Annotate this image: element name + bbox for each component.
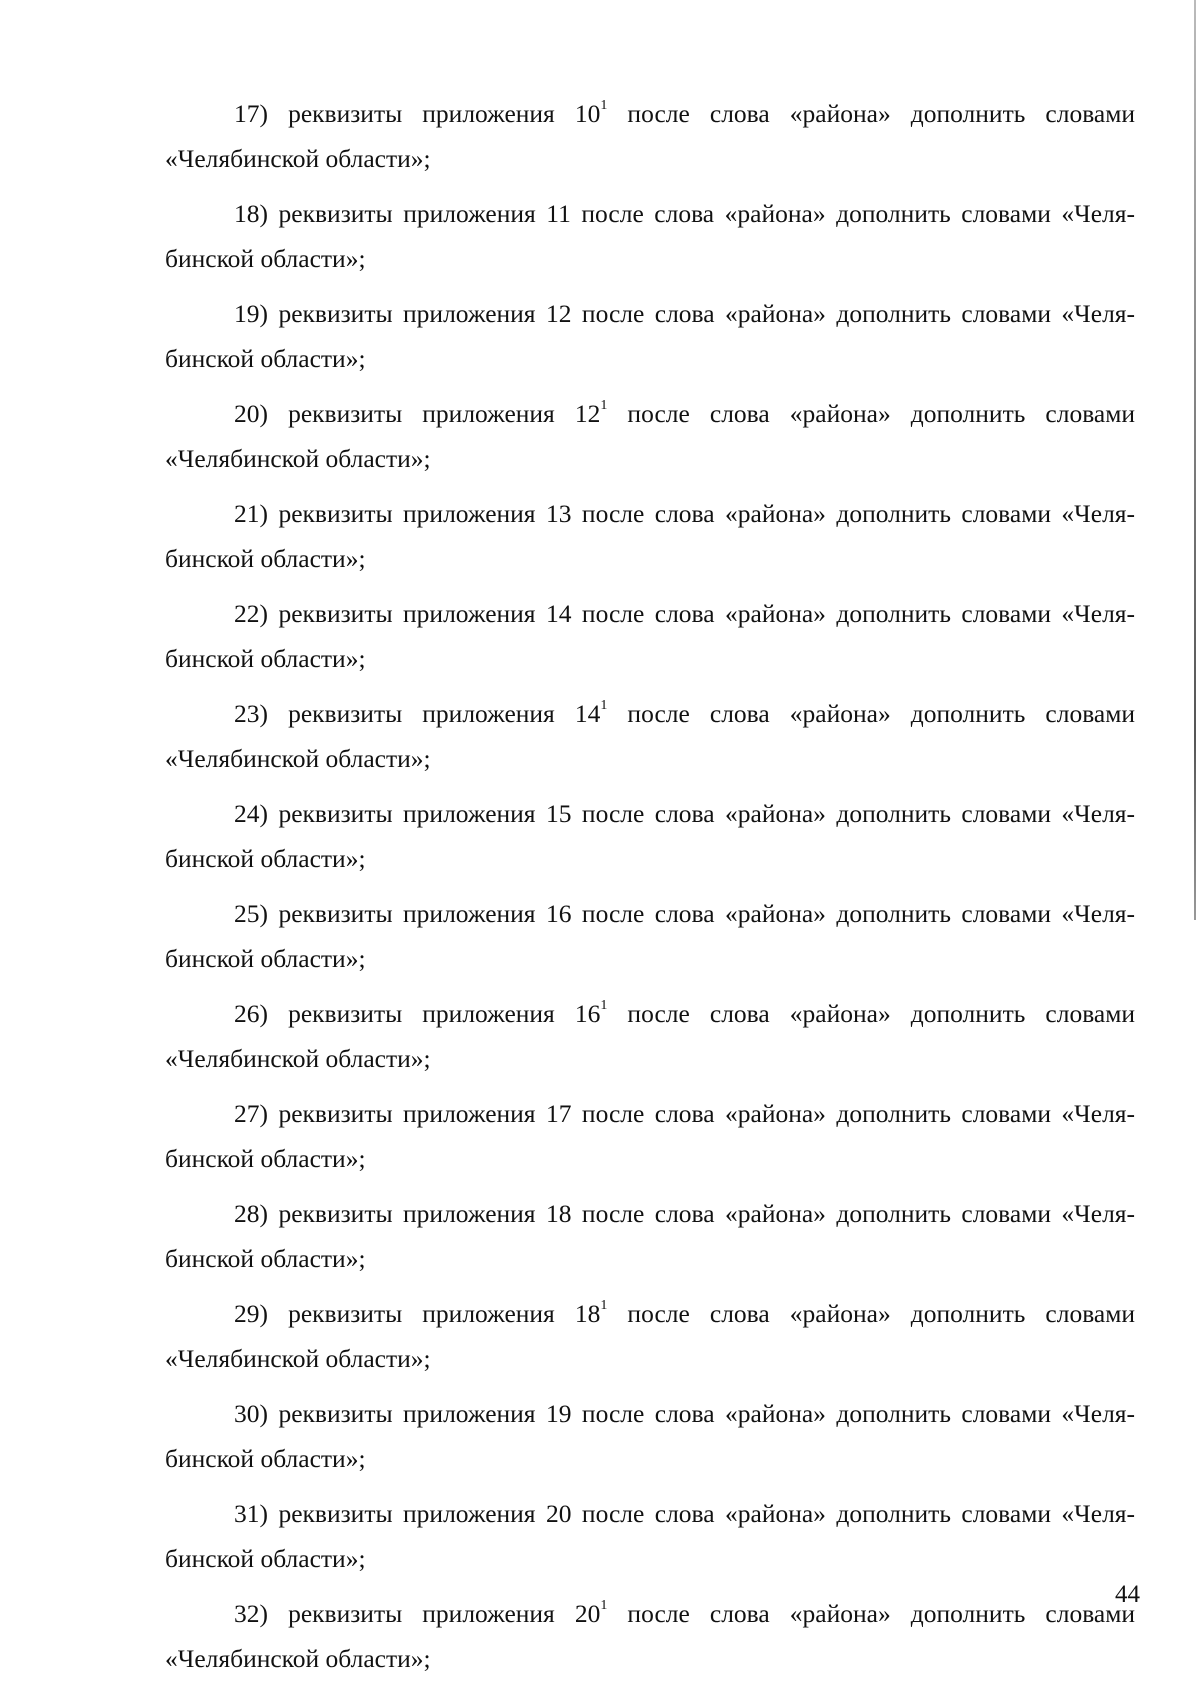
list-item [165,1392,1135,1481]
item-second-line: «Челябинской области»; [165,1043,431,1073]
item-first-line [165,692,1135,737]
item-first-line [165,92,1135,137]
list-item [165,1192,1135,1281]
item-second-line: бинской области»; [165,943,366,973]
item-first-line [165,792,1135,837]
item-second-line: «Челябинской области»; [165,743,431,773]
item-text-start: реквизиты приложения 19 после слова «района» дополнить словами «Челя- [278,1399,1136,1428]
item-second-line: «Челябинской области»; [165,143,431,173]
item-text-start: реквизиты приложения 14 [288,699,601,728]
item-superscript: 1 [600,1598,608,1613]
document-body [165,92,1135,1692]
list-item [165,1092,1135,1181]
list-item [165,992,1135,1081]
item-text-start: реквизиты приложения 14 после слова «района» дополнить словами «Челя- [278,599,1136,628]
item-number: 26) [234,999,268,1028]
item-number: 24) [234,799,268,828]
item-text-start: реквизиты приложения 10 [288,99,601,128]
item-text-start: реквизиты приложения 13 после слова «района» дополнить словами «Челя- [278,499,1136,528]
item-first-line [165,292,1135,337]
item-first-line [165,992,1135,1037]
item-second-line: бинской области»; [165,1443,366,1473]
item-number: 28) [234,1199,268,1228]
item-first-line [165,492,1135,537]
item-number: 17) [234,99,268,128]
item-text-start: реквизиты приложения 16 после слова «района» дополнить словами «Челя- [278,899,1136,928]
list-item [165,392,1135,481]
item-first-line [165,1492,1135,1537]
item-first-line [165,1192,1135,1237]
item-text-end: после слова «района» дополнить словами [607,1299,1136,1328]
item-text-start: реквизиты приложения 12 [288,399,601,428]
item-text-start: реквизиты приложения 17 после слова «района» дополнить словами «Челя- [278,1099,1136,1128]
item-superscript: 1 [600,98,608,113]
list-item [165,792,1135,881]
item-first-line [165,1592,1135,1637]
item-text-end: после слова «района» дополнить словами [607,99,1136,128]
item-number: 30) [234,1399,268,1428]
item-second-line: «Челябинской области»; [165,1343,431,1373]
item-number: 31) [234,1499,268,1528]
item-second-line: бинской области»; [165,343,366,373]
list-item [165,1492,1135,1581]
item-text-start: реквизиты приложения 20 [288,1599,601,1628]
item-superscript: 1 [600,398,608,413]
item-number: 19) [234,299,268,328]
item-number: 23) [234,699,268,728]
item-second-line: бинской области»; [165,1543,366,1573]
item-number: 20) [234,399,268,428]
item-superscript: 1 [600,698,608,713]
item-number: 32) [234,1599,268,1628]
item-text-start: реквизиты приложения 16 [288,999,601,1028]
item-first-line [165,892,1135,937]
item-second-line: бинской области»; [165,1243,366,1273]
item-text-start: реквизиты приложения 20 после слова «района» дополнить словами «Челя- [278,1499,1136,1528]
list-item [165,1292,1135,1381]
item-number: 22) [234,599,268,628]
item-number: 27) [234,1099,268,1128]
item-second-line: «Челябинской области»; [165,1643,431,1673]
item-text-start: реквизиты приложения 18 [288,1299,601,1328]
item-second-line: бинской области»; [165,843,366,873]
item-number: 18) [234,199,268,228]
item-text-start: реквизиты приложения 12 после слова «района» дополнить словами «Челя- [278,299,1136,328]
item-second-line: «Челябинской области»; [165,443,431,473]
list-item [165,892,1135,981]
item-first-line [165,1092,1135,1137]
item-text-end: после слова «района» дополнить словами [607,399,1136,428]
item-superscript: 1 [600,998,608,1013]
item-text-start: реквизиты приложения 11 после слова «района» дополнить словами «Челя- [278,199,1135,228]
item-first-line [165,1292,1135,1337]
item-number: 25) [234,899,268,928]
list-item [165,1592,1135,1681]
item-superscript: 1 [600,1298,608,1313]
page-number: 44 [1115,1581,1140,1608]
item-number: 21) [234,499,268,528]
item-first-line [165,592,1135,637]
list-item [165,692,1135,781]
list-item [165,192,1135,281]
item-second-line: бинской области»; [165,643,366,673]
list-item [165,492,1135,581]
list-item [165,592,1135,681]
item-first-line [165,392,1135,437]
list-item [165,92,1135,181]
item-second-line: бинской области»; [165,1143,366,1173]
item-second-line: бинской области»; [165,543,366,573]
item-text-end: после слова «района» дополнить словами [607,1599,1136,1628]
item-first-line [165,1392,1135,1437]
item-text-start: реквизиты приложения 18 после слова «района» дополнить словами «Челя- [278,1199,1136,1228]
item-text-end: после слова «района» дополнить словами [607,999,1136,1028]
item-number: 29) [234,1299,268,1328]
item-text-end: после слова «района» дополнить словами [607,699,1136,728]
scan-edge-shadow [1194,0,1196,920]
item-text-start: реквизиты приложения 15 после слова «района» дополнить словами «Челя- [278,799,1136,828]
list-item [165,292,1135,381]
item-second-line: бинской области»; [165,243,366,273]
item-first-line [165,192,1135,237]
